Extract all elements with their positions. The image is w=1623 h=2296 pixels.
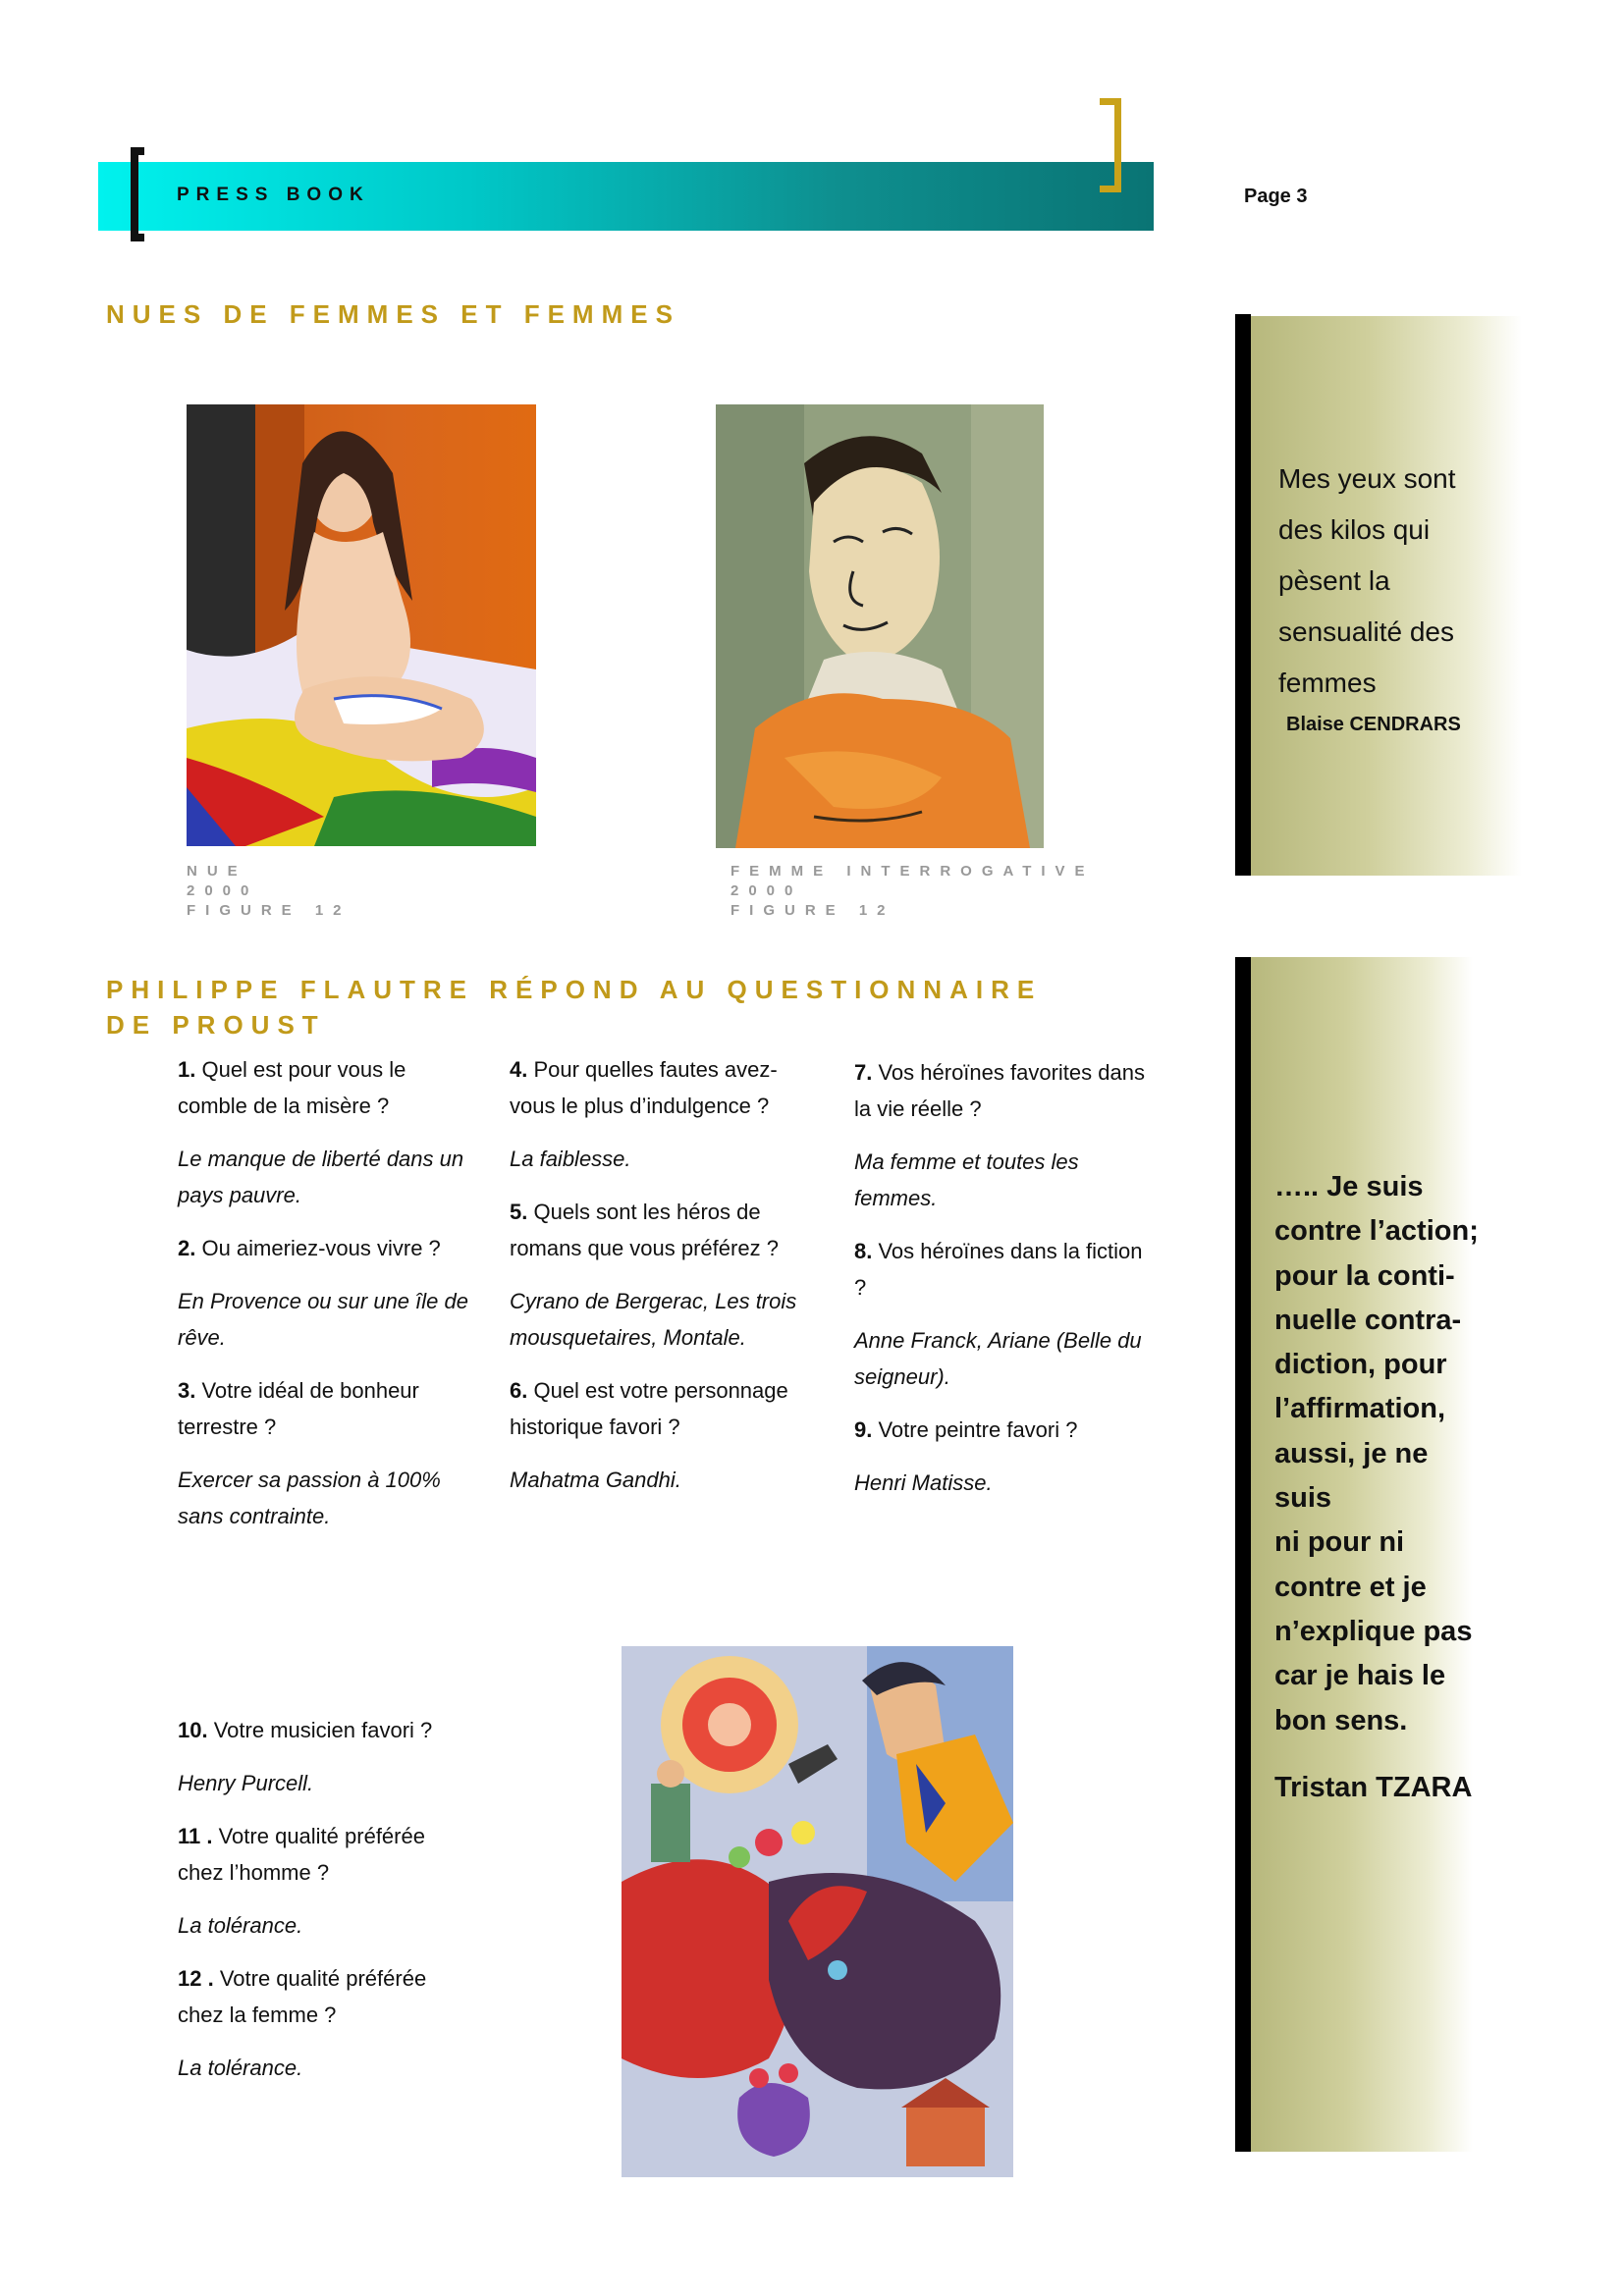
quote-line: nuelle contra- xyxy=(1274,1304,1462,1336)
quote-line: pèsent la xyxy=(1278,565,1390,596)
quote-line: l’affirmation, xyxy=(1274,1393,1446,1425)
questionnaire-column-4 xyxy=(178,1712,472,2103)
answer: La faiblesse. xyxy=(510,1147,631,1171)
question xyxy=(178,1960,472,2033)
question xyxy=(178,1372,472,1445)
question xyxy=(854,1054,1149,1127)
question xyxy=(178,1818,472,1891)
quote-line: ….. Je suis xyxy=(1274,1171,1424,1202)
caption-nue xyxy=(187,862,352,921)
question xyxy=(510,1051,804,1124)
question xyxy=(854,1412,1149,1448)
quote-line: Mes yeux sont xyxy=(1278,463,1456,494)
question-number: 3. xyxy=(178,1378,196,1403)
questionnaire-column-1 xyxy=(178,1051,472,1551)
quote-line: n’explique pas xyxy=(1274,1615,1473,1647)
question xyxy=(854,1233,1149,1306)
quote-line: car je hais le xyxy=(1274,1660,1446,1692)
nude-painting-illustration xyxy=(187,404,536,846)
answer: Cyrano de Bergerac, Les trois mousquetaires, Montale. xyxy=(510,1289,797,1350)
question-number: 9. xyxy=(854,1417,873,1442)
caption-year: 2000 xyxy=(730,882,803,899)
question-text: Votre qualité préférée chez la femme ? xyxy=(178,1966,427,2027)
quote-line: bon sens. xyxy=(1274,1704,1408,1736)
question xyxy=(178,1712,472,1748)
question-text: Votre idéal de bonheur terrestre ? xyxy=(178,1378,419,1439)
left-bracket-decoration xyxy=(131,147,144,241)
question-number: 2. xyxy=(178,1236,196,1260)
answer: Henri Matisse. xyxy=(854,1470,993,1495)
question xyxy=(178,1230,472,1266)
section-heading-questionnaire: PHILIPPE FLAUTRE RÉPOND AU QUESTIONNAIRE DE PROUST xyxy=(106,975,1043,1040)
quote-line: diction, pour xyxy=(1274,1349,1447,1381)
question-number: 11 . xyxy=(178,1824,213,1848)
caption-title: FEMME INTERROGATIVE xyxy=(730,863,1095,880)
question-text: Pour quelles fautes avez-vous le plus d’indulgence ? xyxy=(510,1057,778,1118)
answer: Le manque de liberté dans un pays pauvre. xyxy=(178,1147,464,1207)
question-number: 7. xyxy=(854,1060,873,1085)
questionnaire-column-3 xyxy=(854,1054,1149,1518)
answer: En Provence ou sur une île de rêve. xyxy=(178,1289,468,1350)
quote-line: femmes xyxy=(1278,667,1377,698)
quote-line: pour la conti- xyxy=(1274,1259,1455,1292)
quote-bar xyxy=(1235,957,1251,2152)
answer: Ma femme et toutes les femmes. xyxy=(854,1149,1079,1210)
question-text: Votre peintre favori ? xyxy=(872,1417,1078,1442)
question-number: 8. xyxy=(854,1239,873,1263)
painting-femme-interrogative xyxy=(716,404,1044,848)
section-heading-nudes: NUES DE FEMMES ET FEMMES xyxy=(106,299,680,329)
answer: La tolérance. xyxy=(178,1913,303,1938)
question-text: Ou aimeriez-vous vivre ? xyxy=(195,1236,441,1260)
quote-line: sensualité des xyxy=(1278,616,1455,647)
question xyxy=(510,1372,804,1445)
caption-figure: FIGURE 12 xyxy=(730,902,895,919)
answer: Henry Purcell. xyxy=(178,1771,314,1795)
answer: Mahatma Gandhi. xyxy=(510,1468,681,1492)
quote-bar xyxy=(1235,314,1251,876)
quote-cendrars-text xyxy=(1278,454,1494,709)
question-number: 1. xyxy=(178,1057,196,1082)
question-number: 12 . xyxy=(178,1966,214,1991)
answer: Anne Franck, Ariane (Belle du seigneur). xyxy=(854,1328,1142,1389)
right-bracket-decoration xyxy=(1100,98,1121,192)
page-number: Page 3 xyxy=(1244,186,1308,207)
quote-tzara-text xyxy=(1274,1165,1490,1743)
quote-tzara-author: Tristan TZARA xyxy=(1274,1772,1473,1803)
question-text: Quel est pour vous le comble de la misère ? xyxy=(178,1057,406,1118)
question-number: 5. xyxy=(510,1200,528,1224)
question-text: Votre musicien favori ? xyxy=(207,1718,433,1742)
caption-femme-interrogative xyxy=(730,862,1095,921)
quote-line: aussi, je ne suis xyxy=(1274,1437,1429,1515)
question-text: Quels sont les héros de romans que vous préférez ? xyxy=(510,1200,779,1260)
painting-torero xyxy=(622,1646,1013,2177)
header-title: PRESS BOOK xyxy=(177,185,370,205)
portrait-painting-illustration xyxy=(716,404,1044,848)
quote-line: ni pour ni xyxy=(1274,1526,1405,1559)
answer: Exercer sa passion à 100% sans contrainte. xyxy=(178,1468,441,1528)
painting-nue xyxy=(187,404,536,846)
torero-painting-illustration xyxy=(622,1646,1013,2177)
question-text: Quel est votre personnage historique favori ? xyxy=(510,1378,788,1439)
answer: La tolérance. xyxy=(178,2056,303,2080)
question-text: Vos héroïnes favorites dans la vie réelle ? xyxy=(854,1060,1145,1121)
question-number: 4. xyxy=(510,1057,528,1082)
question xyxy=(510,1194,804,1266)
caption-year: 2000 xyxy=(187,882,259,899)
quote-cendrars-author: Blaise CENDRARS xyxy=(1286,714,1461,735)
quote-line: des kilos qui xyxy=(1278,514,1431,545)
question-text: Votre qualité préférée chez l’homme ? xyxy=(178,1824,425,1885)
caption-title: NUE xyxy=(187,863,247,880)
caption-figure: FIGURE 12 xyxy=(187,902,352,919)
quote-line: contre l’action; xyxy=(1274,1215,1479,1248)
question-text: Vos héroïnes dans la fiction ? xyxy=(854,1239,1143,1300)
quote-line: contre et je xyxy=(1274,1571,1427,1603)
questionnaire-column-2 xyxy=(510,1051,804,1515)
question-number: 6. xyxy=(510,1378,528,1403)
question-number: 10. xyxy=(178,1718,208,1742)
question xyxy=(178,1051,472,1124)
